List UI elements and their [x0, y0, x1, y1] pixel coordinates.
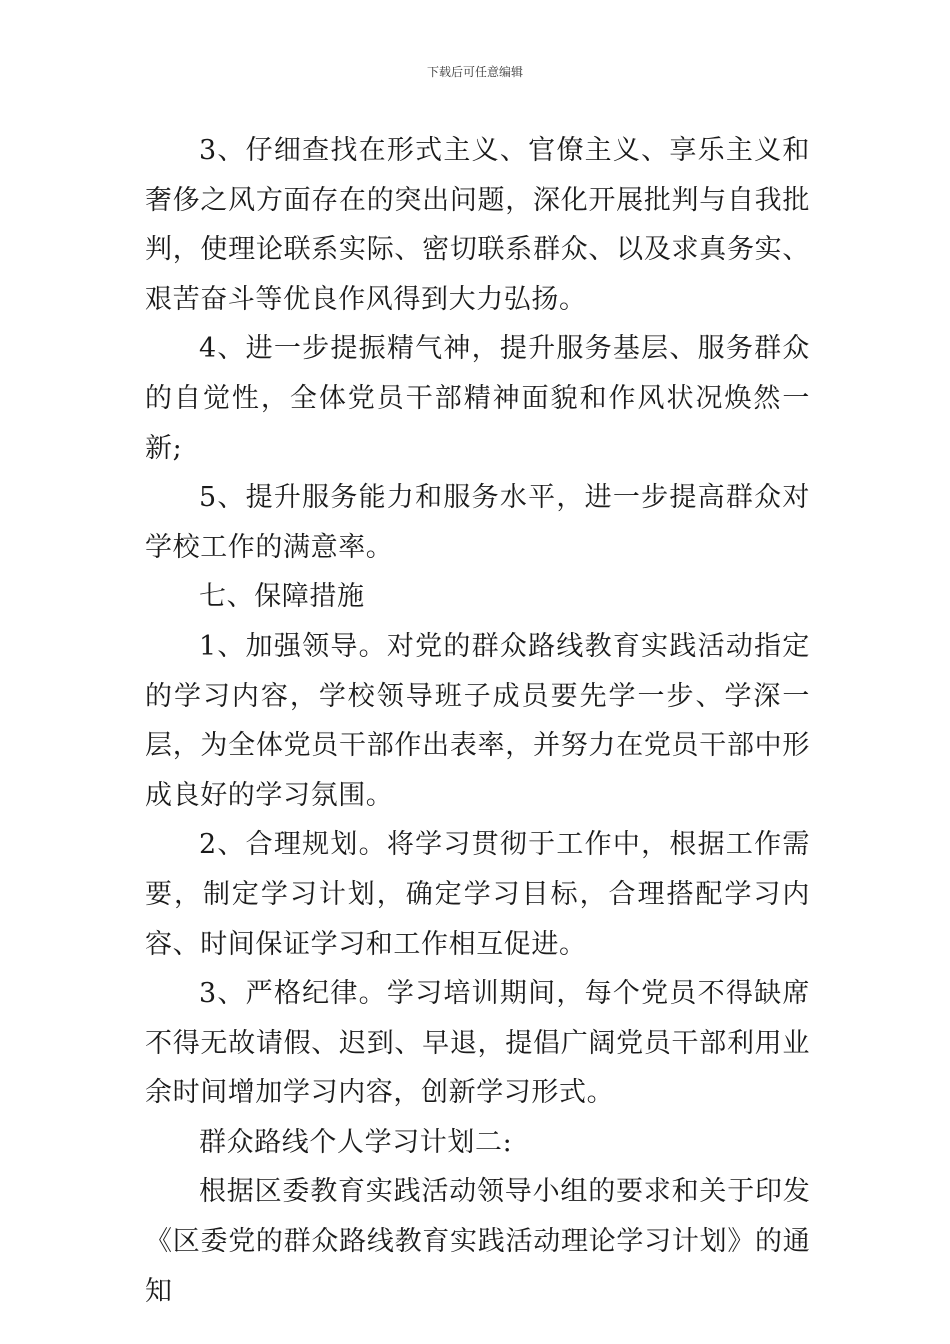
document-body [145, 126, 810, 1316]
paragraph-goal-5: 5、提升服务能力和服务水平，进一步提高群众对学校工作的满意率。 [145, 482, 810, 563]
paragraph-measure-1: 1、加强领导。对党的群众路线教育实践活动指定的学习内容，学校领导班子成员要先学一步、学深一层，为全体党员干部作出表率，并努力在党员干部中形成良好的学习氛围。 [145, 630, 810, 811]
section-heading-safeguards: 七、保障措施 [199, 581, 365, 613]
section-heading-plan-two: 群众路线个人学习计划二: [199, 1126, 513, 1158]
paragraph-measure-2: 2、合理规划。将学习贯彻于工作中，根据工作需要，制定学习计划，确定学习目标，合理搭配学习内容、时间保证学习和工作相互促进。 [145, 829, 810, 960]
paragraph-plan-two-intro: 根据区委教育实践活动领导小组的要求和关于印发《区委党的群众路线教育实践活动理论学习计划》的通知 [145, 1176, 810, 1307]
paragraph-goal-3: 3、仔细查找在形式主义、官僚主义、享乐主义和奢侈之风方面存在的突出问题，深化开展批判与自我批判，使理论联系实际、密切联系群众、以及求真务实、艰苦奋斗等优良作风得到大力弘扬。 [145, 135, 810, 315]
paragraph-goal-4: 4、进一步提振精气神，提升服务基层、服务群众的自觉性，全体党员干部精神面貌和作风状况焕然一新; [145, 333, 810, 464]
page-header-note: 下载后可任意编辑 [426, 65, 523, 79]
paragraph-measure-3: 3、严格纪律。学习培训期间，每个党员不得缺席不得无故请假、迟到、早退，提倡广阔党员干部利用业余时间增加学习内容，创新学习形式。 [145, 978, 810, 1109]
